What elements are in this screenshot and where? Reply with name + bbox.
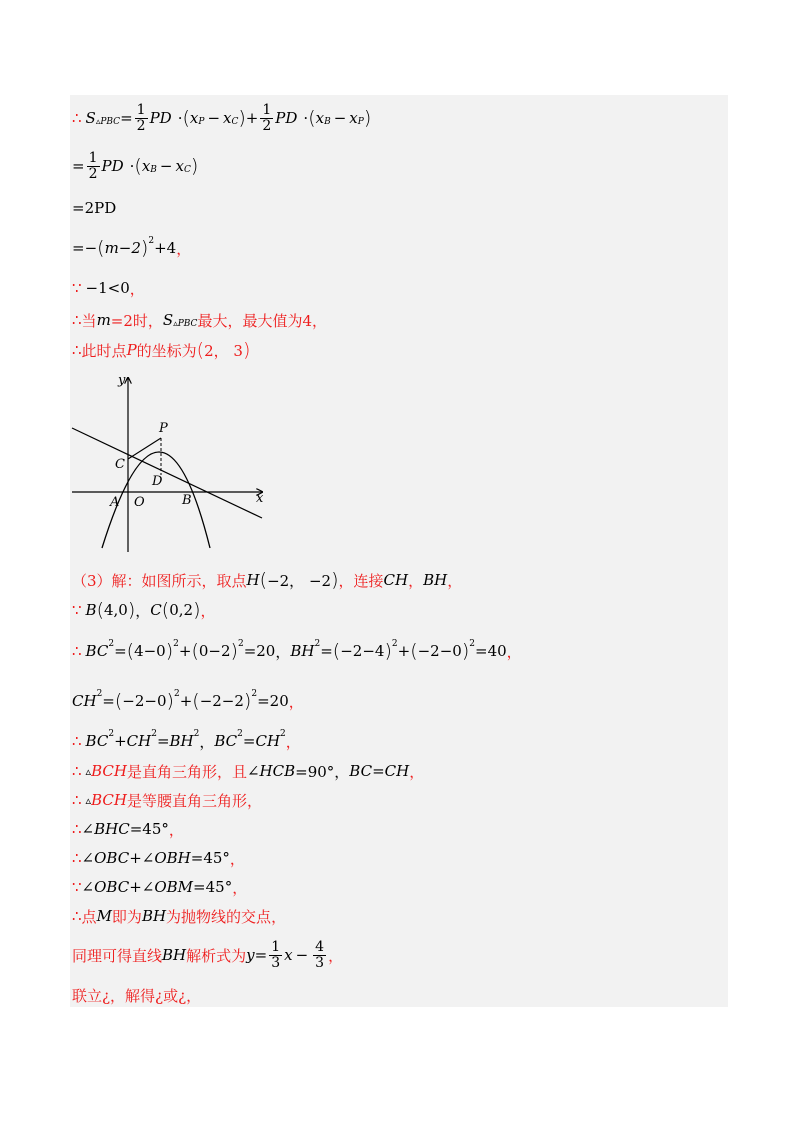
label-o: O: [134, 495, 145, 510]
area-simplified-line: = $\frac{1}{2}$ PD · ( x B − x C ): [72, 149, 199, 182]
angle-bhc-line: ∴ ∠ BHC =45° ，: [72, 820, 184, 839]
because-negative-line: ∵ −1<0 ，: [72, 279, 145, 298]
label-a: A: [110, 495, 120, 510]
segment-cp: [128, 438, 161, 459]
label-d: D: [152, 474, 163, 489]
max-value-line: ∴ 当 m =2时， S ▵PBC 最大，最大值为4 ，: [72, 311, 328, 330]
distance-squared-line: ∴ BC 2 = ( 4−0 ) 2 + ( 0−2 ) 2 = 20 ， BH 2 = ( −2−4 ) 2 + ( −2−0 ) 2 = 40 ，: [72, 639, 522, 662]
pythagoras-line: ∴ BC 2 + CH 2 = BH 2 ， BC 2 = CH 2 ，: [72, 729, 301, 751]
ch-squared-line: CH 2 = ( −2−0 ) 2 + ( −2−2 ) 2 = 20 ，: [72, 689, 304, 712]
line-bc: [72, 428, 262, 518]
label-y: y: [118, 373, 126, 388]
label-p: P: [159, 421, 168, 436]
isosceles-line: ∴ ▵ BCH 是等腰直角三角形 ，: [72, 791, 262, 810]
angle-obm-line: ∵ ∠ OBC + ∠ OBM =45° ，: [72, 878, 248, 897]
label-c: C: [115, 457, 125, 472]
angle-obh-line: ∴ ∠ OBC + ∠ OBH =45° ，: [72, 849, 245, 868]
point-m-line: ∴ 点 M 即为 BH 为抛物线的交点 ，: [72, 907, 287, 926]
point-p-line: ∴ 此时点 P 的坐标为 ( 2， 3 ): [72, 339, 251, 361]
label-x: x: [256, 491, 264, 506]
label-b: B: [182, 493, 192, 508]
fraction-half: $\frac{1}{2}$: [136, 101, 146, 134]
parabola-graph: [70, 370, 270, 560]
line-bh-equation-line: 同理可得直线 BH 解析式为 y = $\frac{1}{3}$ x − $\frac{4}{3}$ ，: [72, 938, 344, 971]
right-triangle-line: ∴ ▵ BCH 是直角三角形，且 ∠ HCB =90°， BC = CH ，: [72, 762, 425, 781]
area-2pd-line: =2PD: [72, 199, 117, 217]
solve-system-line: 联立¿，解得¿或¿，: [72, 986, 202, 1005]
part3-intro-line: （3）解：如图所示，取点 H ( −2， −2 ) ，连接 CH ， BH ，: [72, 569, 463, 591]
points-bc-line: ∵ B ( 4,0 ) ， C ( 0,2 ) ，: [72, 599, 216, 621]
area-formula-line: ∴ S ▵PBC = $\frac{1}{2}$ PD · ( x P − x C ) + $\frac{1}{2}$ PD · ( x B − x P ): [72, 101, 372, 134]
area-quadratic-line: =− ( m−2 ) 2 +4 ，: [72, 236, 192, 259]
